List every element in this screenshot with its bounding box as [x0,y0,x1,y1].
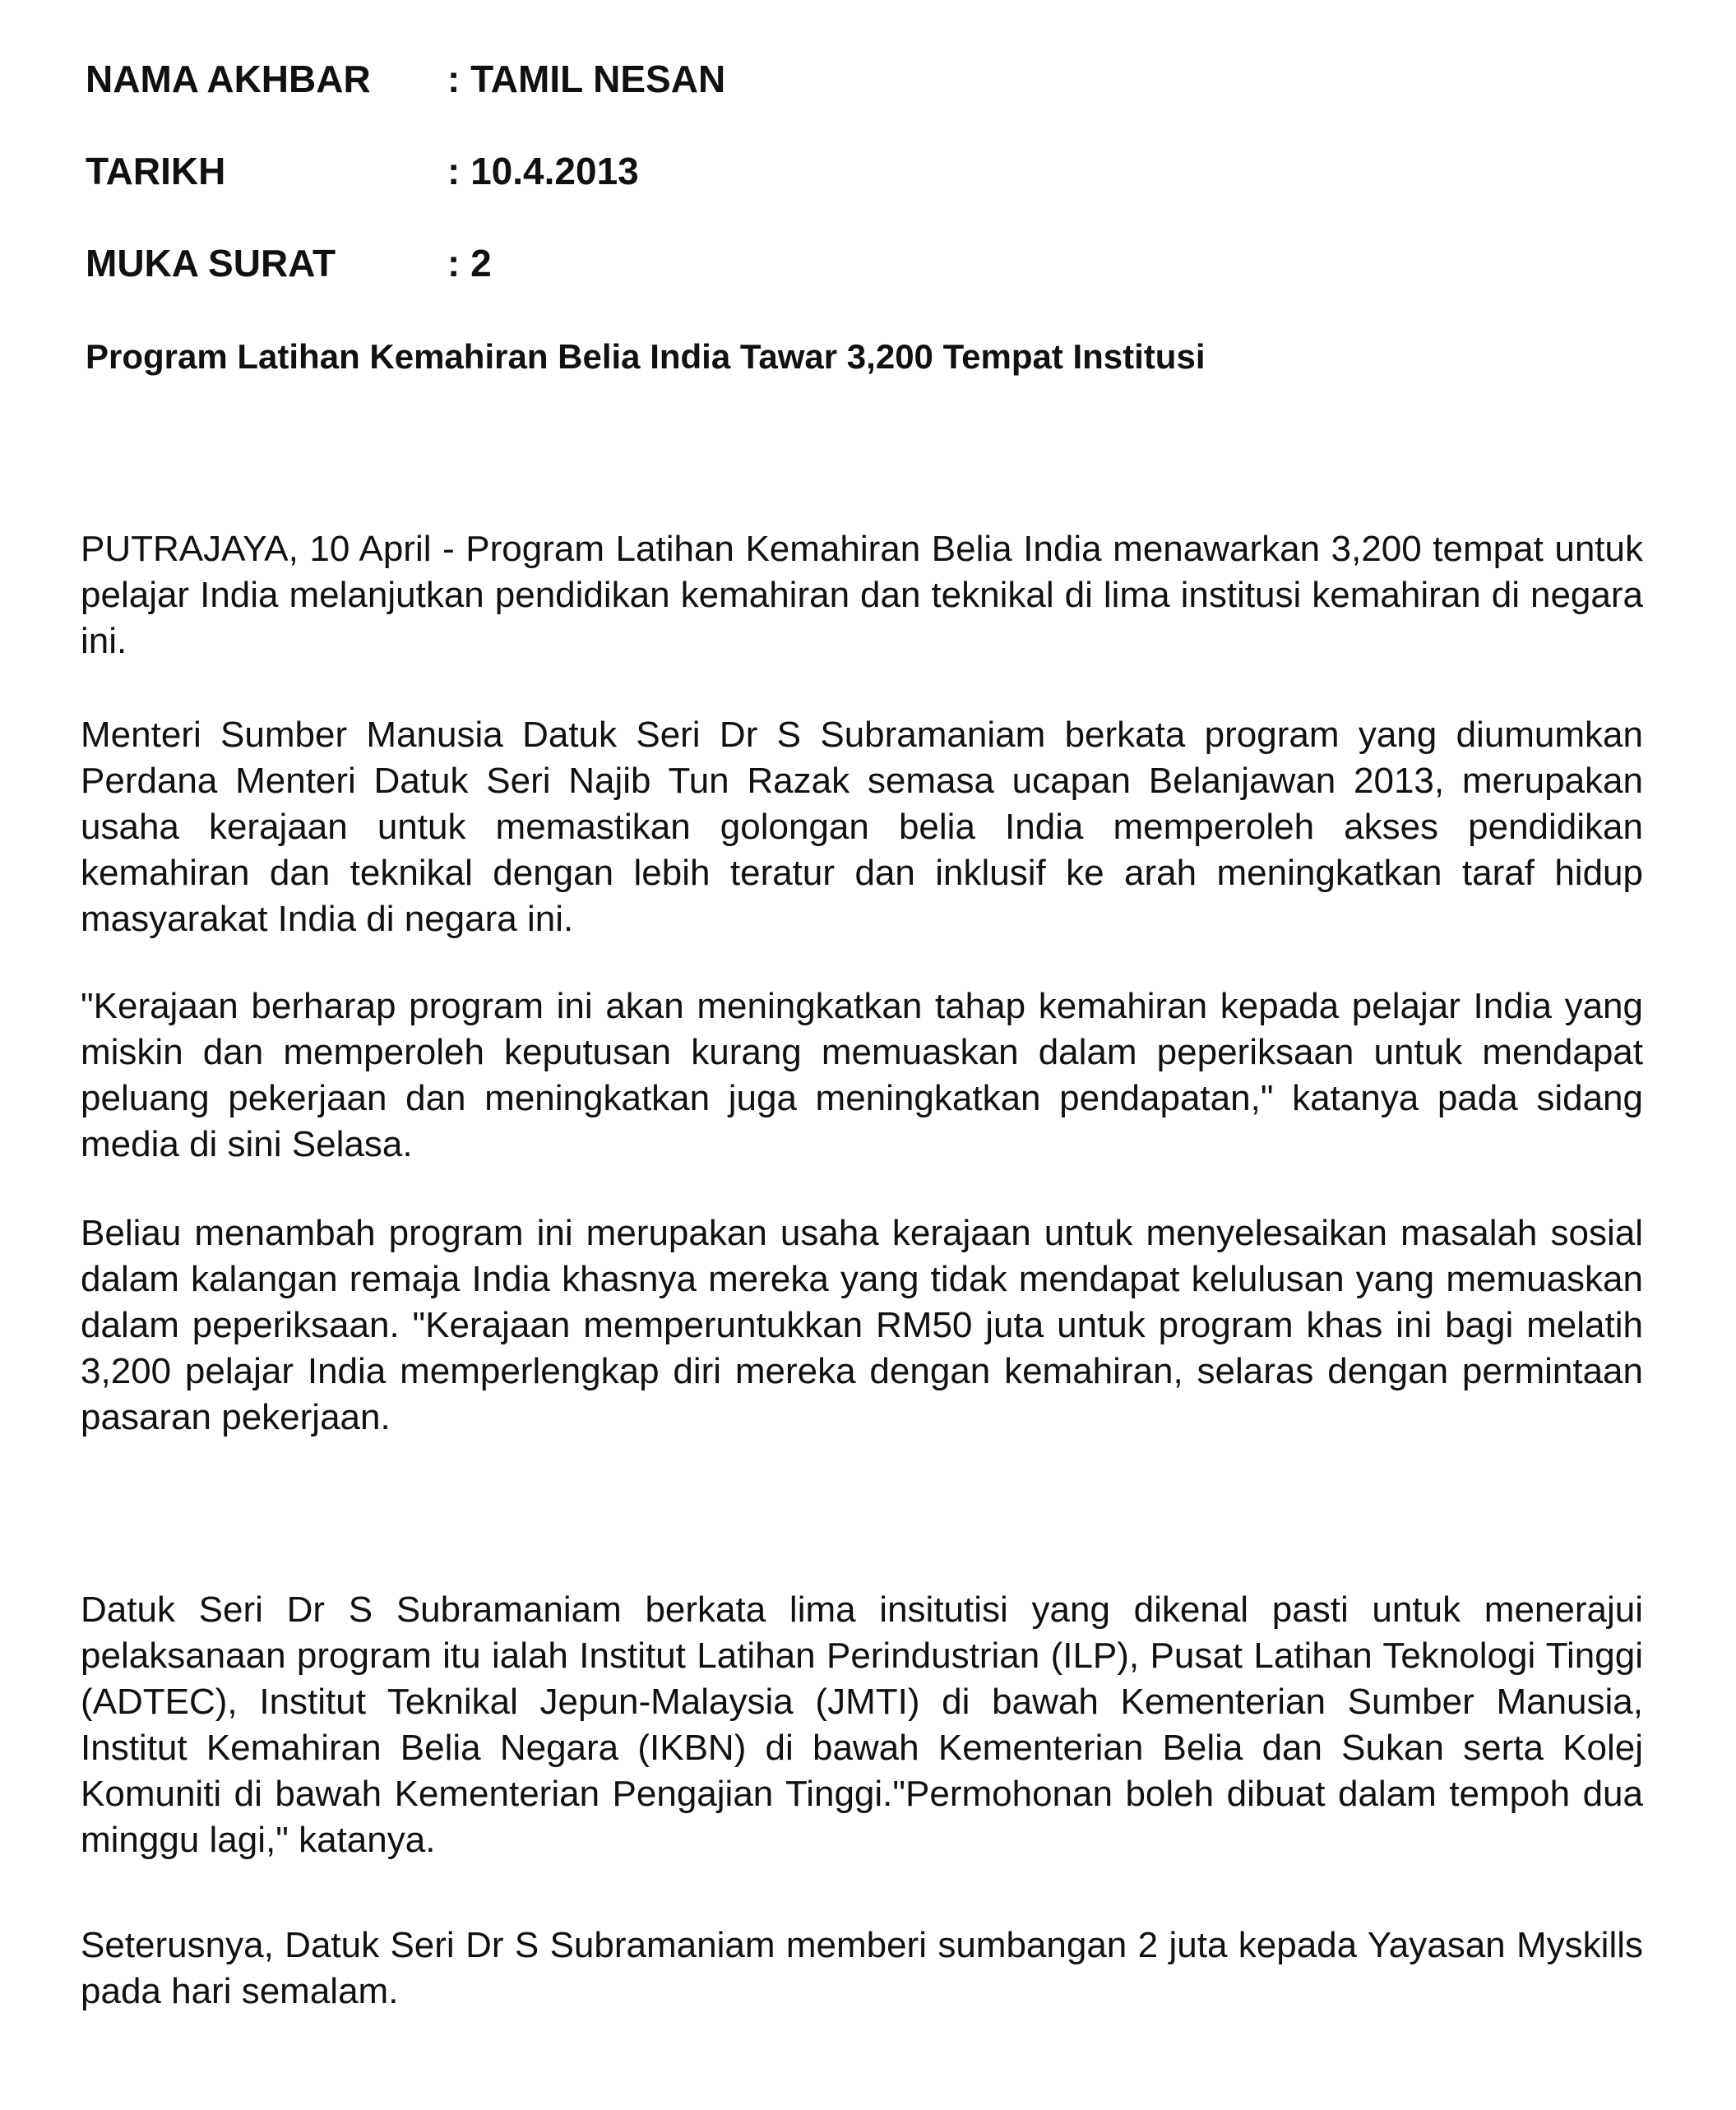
newspaper-row [86,56,725,102]
article-paragraph: PUTRAJAYA, 10 April - Program Latihan Kemahiran Belia India menawarkan 3,200 tempat untuk pelajar India melanjutkan pendidikan kemahiran dan teknikal di lima institusi kemahiran di negara ini. [81,529,1643,661]
article-paragraph: Beliau menambah program ini merupakan usaha kerajaan untuk menyelesaikan masalah sosial dalam kalangan remaja India khasnya mereka yang tidak mendapat kelulusan yang memuaskan dalam peperiksaan. "Kerajaan memperuntukkan RM50 juta untuk program khas ini bagi melatih 3,200 pelajar India memperlengkap diri mereka dengan kemahiran, selaras dengan permintaan pasaran pekerjaan. [81,1213,1643,1437]
article-paragraph: Menteri Sumber Manusia Datuk Seri Dr S Subramaniam berkata program yang diumumkan Perdana Menteri Datuk Seri Najib Tun Razak semasa ucapan Belanjawan 2013, merupakan usaha kerajaan untuk memastikan golongan belia India memperoleh akses pendidikan kemahiran dan teknikal dengan lebih teratur dan inklusif ke arah meningkatkan taraf hidup masyarakat India di negara ini. [81,715,1643,939]
page-value: : 2 [447,242,492,285]
article-headline: Program Latihan Kemahiran Belia India Tawar 3,200 Tempat Institusi [86,337,1206,376]
article-paragraph: Seterusnya, Datuk Seri Dr S Subramaniam memberi sumbangan 2 juta kepada Yayasan Myskills pada hari semalam. [81,1925,1643,2011]
newspaper-label: NAMA AKHBAR [86,58,371,100]
newspaper-value: : TAMIL NESAN [447,58,726,100]
page-label: MUKA SURAT [86,242,336,285]
date-row [86,148,639,194]
article-paragraph: "Kerajaan berharap program ini akan meningkatkan tahap kemahiran kepada pelajar India yang miskin dan memperoleh keputusan kurang memuaskan dalam peperiksaan untuk mendapat peluang pekerjaan dan meningkatkan juga meningkatkan pendapatan," katanya pada sidang media di sini Selasa. [81,986,1643,1164]
page-row [86,240,492,286]
date-value: : 10.4.2013 [447,150,639,192]
article-paragraph: Datuk Seri Dr S Subramaniam berkata lima insitutisi yang dikenal pasti untuk menerajui pelaksanaan program itu ialah Institut Latihan Perindustrian (ILP), Pusat Latihan Teknologi Tinggi (ADTEC), Institut Teknikal Jepun-Malaysia (JMTI) di bawah Kementerian Sumber Manusia, Institut Kemahiran Belia Negara (IKBN) di bawah Kementerian Belia dan Sukan serta Kolej Komuniti di bawah Kementerian Pengajian Tinggi."Permohonan boleh dibuat dalam tempoh dua minggu lagi," katanya. [81,1589,1643,1860]
date-label: TARIKH [86,150,226,192]
